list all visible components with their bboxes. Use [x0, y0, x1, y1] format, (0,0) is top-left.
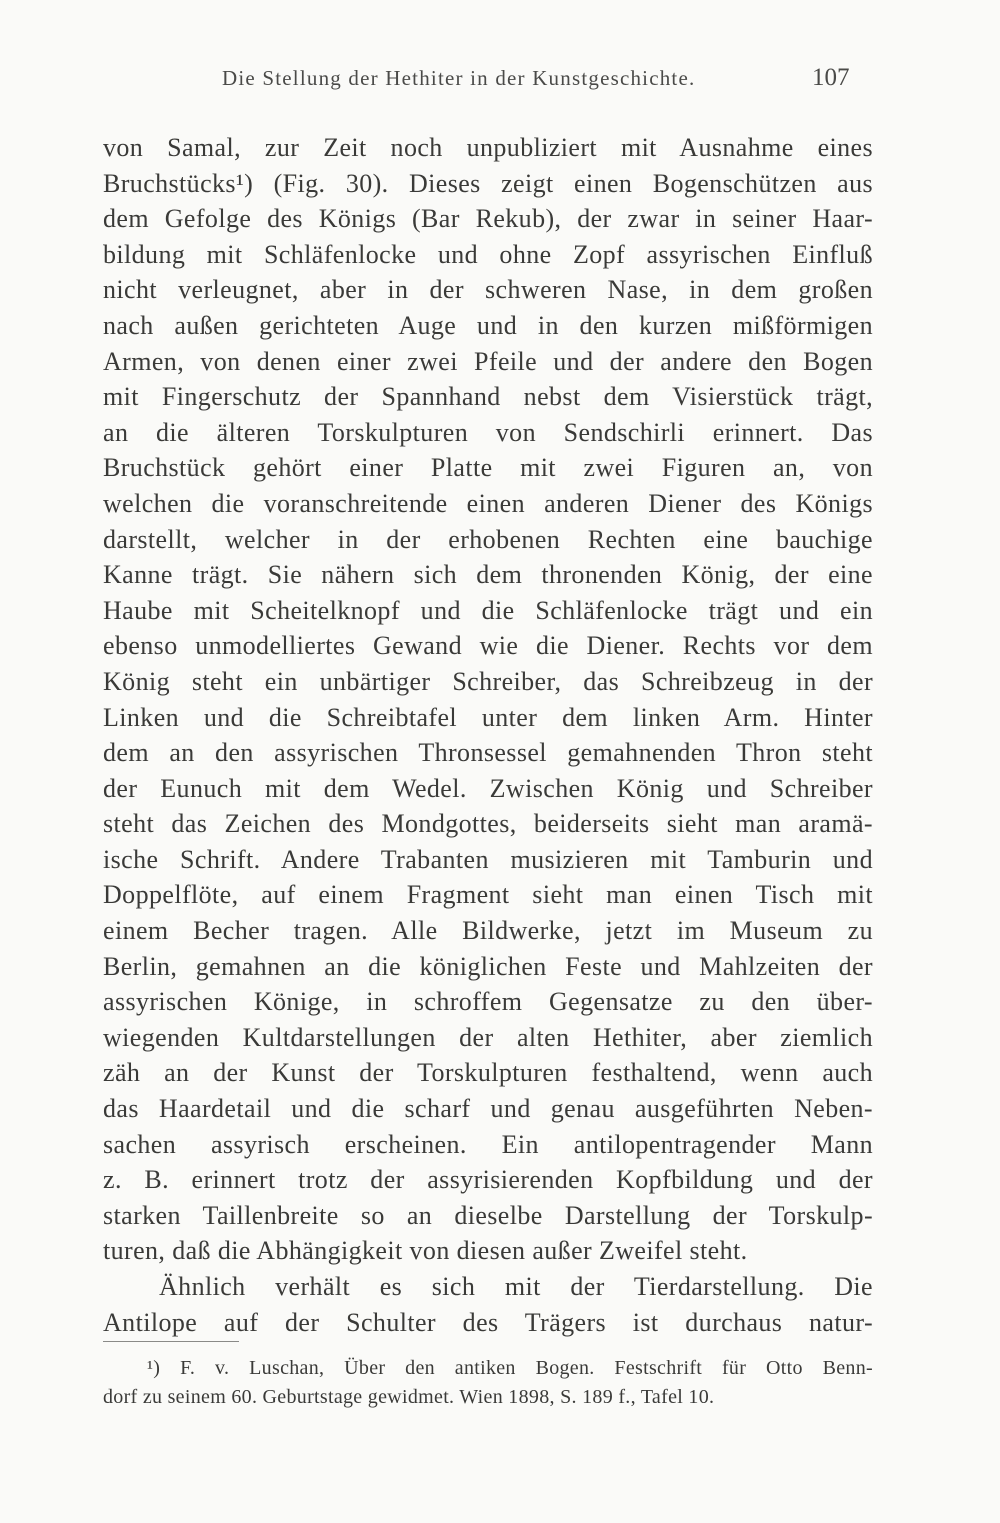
text-line: Bruchstück gehört einer Platte mit zwei Figuren an, von	[103, 453, 873, 483]
text-line: ebenso unmodelliertes Gewand wie die Diener. Rechts vor dem	[103, 631, 873, 661]
footnote-divider	[103, 1341, 239, 1342]
text-line: Kanne trägt. Sie nähern sich dem thronenden König, der eine	[103, 560, 873, 590]
text-line: zäh an der Kunst der Torskulpturen festhaltend, wenn auch	[103, 1058, 873, 1088]
text-line: Doppelflöte, auf einem Fragment sieht man einen Tisch mit	[103, 880, 873, 910]
text-line: Antilope auf der Schulter des Trägers ist durchaus natur-	[103, 1307, 873, 1337]
text-line: von Samal, zur Zeit noch unpubliziert mit Ausnahme eines	[103, 133, 873, 162]
text-line: sachen assyrisch erscheinen. Ein antilopentragender Mann	[103, 1129, 873, 1159]
footnote-line: dorf zu seinem 60. Geburtstage gewidmet. Wien 1898, S. 189 f., Tafel 10.	[103, 1386, 715, 1408]
text-line: Haube mit Scheitelknopf und die Schläfenlocke trägt und ein	[103, 595, 873, 625]
text-line: Berlin, gemahnen an die königlichen Feste und Mahlzeiten der	[103, 951, 873, 981]
text-line: nicht verleugnet, aber in der schweren Nase, in dem großen	[103, 275, 873, 305]
text-line: Bruchstücks¹) (Fig. 30). Dieses zeigt einen Bogenschützen aus	[103, 168, 873, 198]
text-line: darstellt, welcher in der erhobenen Rechten eine bauchige	[103, 524, 873, 554]
text-line: ische Schrift. Andere Trabanten musizieren mit Tamburin und	[103, 844, 873, 874]
text-line: an die älteren Torskulpturen von Sendschirli erinnert. Das	[103, 417, 873, 447]
body-text	[103, 130, 873, 1340]
text-line: der Eunuch mit dem Wedel. Zwischen König und Schreiber	[103, 773, 873, 803]
footnotes	[103, 1354, 873, 1412]
text-line: assyrischen Könige, in schroffem Gegensatze zu den über-	[103, 987, 873, 1017]
text-line: steht das Zeichen des Mondgottes, beiderseits sieht man aramä-	[103, 809, 873, 839]
text-line: nach außen gerichteten Auge und in den kurzen mißförmigen	[103, 310, 873, 340]
text-line: bildung mit Schläfenlocke und ohne Zopf assyrischen Einfluß	[103, 239, 873, 269]
text-line: einem Becher tragen. Alle Bildwerke, jetzt im Museum zu	[103, 916, 873, 946]
text-line: Armen, von denen einer zwei Pfeile und der andere den Bogen	[103, 346, 873, 376]
text-line: dem Gefolge des Königs (Bar Rekub), der zwar in seiner Haar-	[103, 204, 873, 234]
page-number: 107	[812, 64, 850, 91]
text-line: starken Taillenbreite so an dieselbe Darstellung der Torskulp-	[103, 1200, 873, 1230]
running-title: Die Stellung der Hethiter in der Kunstgeschichte.	[222, 66, 696, 90]
text-line: Ähnlich verhält es sich mit der Tierdarstellung. Die	[159, 1272, 873, 1301]
text-line: dem an den assyrischen Thronsessel gemahnenden Thron steht	[103, 738, 873, 768]
text-line: Linken und die Schreibtafel unter dem linken Arm. Hinter	[103, 702, 873, 732]
text-line: turen, daß die Abhängigkeit von diesen außer Zweifel steht.	[103, 1236, 748, 1266]
text-line: wiegenden Kultdarstellungen der alten Hethiter, aber ziemlich	[103, 1022, 873, 1052]
text-line: König steht ein unbärtiger Schreiber, das Schreibzeug in der	[103, 666, 873, 696]
footnote-line: ¹) F. v. Luschan, Über den antiken Bogen. Festschrift für Otto Benn-	[147, 1357, 873, 1379]
text-line: welchen die voranschreitende einen anderen Diener des Königs	[103, 488, 873, 518]
text-line: mit Fingerschutz der Spannhand nebst dem Visierstück trägt,	[103, 382, 873, 412]
text-line: das Haardetail und die scharf und genau ausgeführten Neben-	[103, 1094, 873, 1124]
text-line: z. B. erinnert trotz der assyrisierenden Kopfbildung und der	[103, 1165, 873, 1195]
